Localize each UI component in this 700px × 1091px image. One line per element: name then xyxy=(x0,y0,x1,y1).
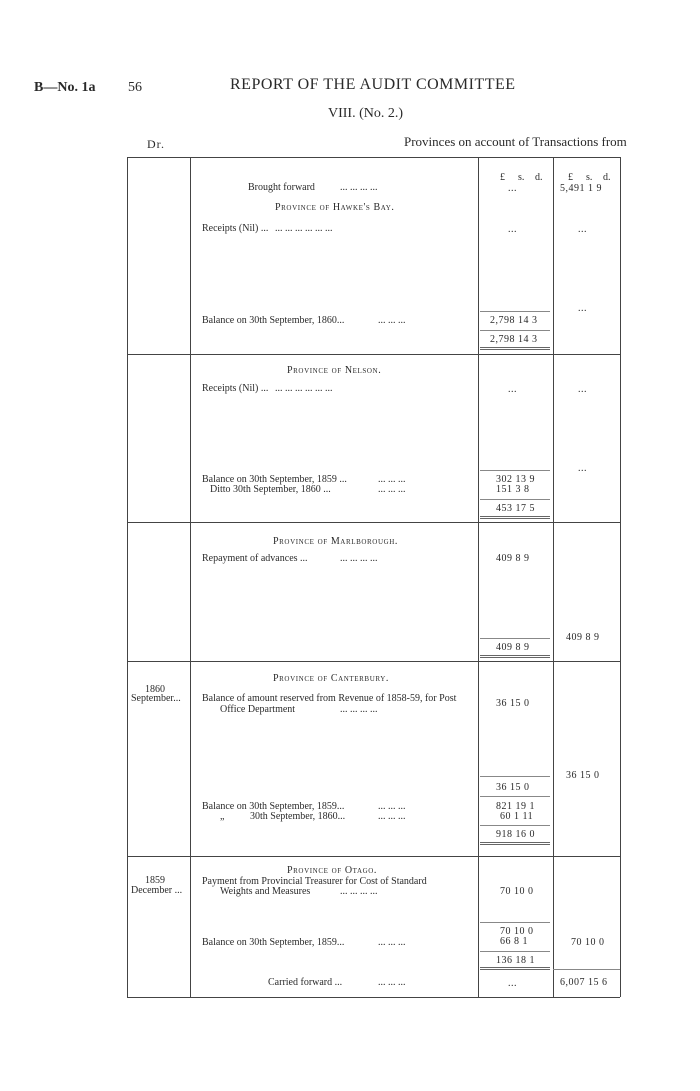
section-subtotal: 36 15 0 xyxy=(496,782,530,793)
amount-column-divider xyxy=(478,157,479,997)
date-column-divider xyxy=(190,157,191,997)
section-title: Province of Hawke's Bay. xyxy=(275,202,395,213)
table-top-border xyxy=(127,157,620,158)
section-title: Province of Otago. xyxy=(287,865,378,876)
page-number: 56 xyxy=(128,80,142,95)
section-divider xyxy=(127,522,620,523)
section-subtotal: 70 10 0 xyxy=(500,926,534,937)
table-right-border xyxy=(620,157,621,997)
section-divider xyxy=(127,354,620,355)
document-series: B—No. 1a xyxy=(34,80,96,95)
entry-date-year: 1860 xyxy=(145,684,165,695)
section-title: Province of Canterbury. xyxy=(273,673,389,684)
total-column-divider xyxy=(553,157,554,997)
section-total: 918 16 0 xyxy=(496,829,535,840)
debit-side-label: Dr. xyxy=(147,137,165,151)
section-divider xyxy=(127,661,620,662)
section-title: Province of Nelson. xyxy=(287,365,382,376)
entry-date-year: 1859 xyxy=(145,875,165,886)
section-total: 2,798 14 3 xyxy=(490,334,538,345)
section-title: Province of Marlborough. xyxy=(273,536,399,547)
section-total: 136 18 1 xyxy=(496,955,535,966)
table-description: Provinces on account of Transactions from xyxy=(404,134,627,149)
section-divider xyxy=(127,856,620,857)
section-total: 453 17 5 xyxy=(496,503,535,514)
section-total: 409 8 9 xyxy=(496,642,530,653)
table-bottom-border xyxy=(127,997,620,998)
table-left-border xyxy=(127,157,128,997)
page-title: REPORT OF THE AUDIT COMMITTEE xyxy=(230,76,516,93)
entry-date-month: September... xyxy=(131,693,181,704)
entry-date-month: December ... xyxy=(131,885,183,896)
page-subtitle: VIII. (No. 2.) xyxy=(328,106,404,121)
